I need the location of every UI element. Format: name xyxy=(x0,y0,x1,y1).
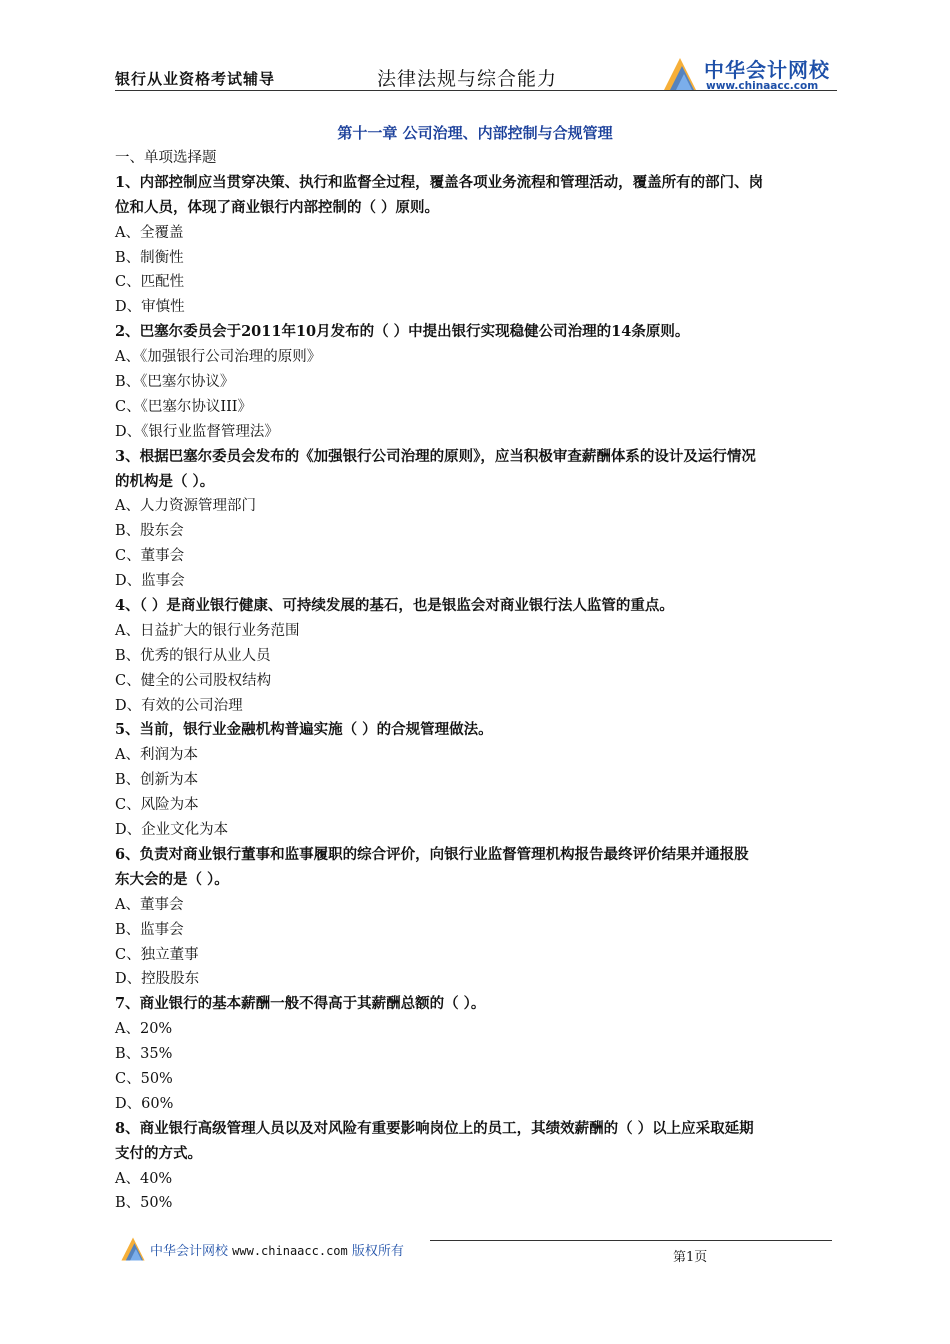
answer-option: A、利润为本 xyxy=(115,747,198,764)
question-text: 3、根据巴塞尔委员会发布的《加强银行公司治理的原则》，应当积极审查薪酬体系的设计及运行情况 xyxy=(115,447,756,465)
answer-option: A、《加强银行公司治理的原则》 xyxy=(115,349,322,366)
footer-brand-line xyxy=(150,1240,404,1259)
answer-option: D、审慎性 xyxy=(115,299,185,316)
chapter-title: 第十一章 公司治理、内部控制与合规管理 xyxy=(337,124,613,142)
logo-url: www.chinaacc.com xyxy=(706,80,819,92)
brand-logo xyxy=(660,52,840,96)
answer-option: C、健全的公司股权结构 xyxy=(115,672,272,689)
answer-option: D、监事会 xyxy=(115,573,185,590)
answer-option: B、监事会 xyxy=(115,921,184,938)
logo-name: 中华会计网校 xyxy=(704,58,830,82)
answer-option: C、《巴塞尔协议III》 xyxy=(115,398,253,415)
answer-option: A、20% xyxy=(115,1021,173,1038)
answer-option: B、股东会 xyxy=(115,523,184,540)
answer-option: C、董事会 xyxy=(115,548,185,565)
answer-option: A、董事会 xyxy=(115,896,184,913)
footer-divider xyxy=(430,1240,832,1241)
page-number: 第1页 xyxy=(673,1250,708,1265)
answer-option: C、匹配性 xyxy=(115,274,185,291)
footer-rights: 版权所有 xyxy=(351,1244,404,1259)
question-text: 4、（ ）是商业银行健康、可持续发展的基石，也是银监会对商业银行法人监管的重点。 xyxy=(115,597,674,615)
answer-option: D、企业文化为本 xyxy=(115,822,229,839)
question-text: 东大会的是（ ）。 xyxy=(115,870,229,888)
answer-option: B、制衡性 xyxy=(115,249,184,266)
answer-option: D、有效的公司治理 xyxy=(115,697,243,714)
answer-option: B、50% xyxy=(115,1195,173,1212)
question-lines xyxy=(115,171,840,1216)
question-text: 5、当前，银行业金融机构普遍实施（ ）的合规管理做法。 xyxy=(115,721,493,739)
answer-option: D、控股股东 xyxy=(115,971,200,988)
answer-option: B、创新为本 xyxy=(115,772,199,789)
header-center-title: 法律法规与综合能力 xyxy=(377,68,558,90)
answer-option: A、日益扩大的银行业务范围 xyxy=(115,622,300,639)
question-list xyxy=(115,146,840,1216)
question-text: 8、商业银行高级管理人员以及对风险有重要影响岗位上的员工，其绩效薪酬的（ ）以上应采取延期 xyxy=(115,1119,754,1137)
question-text: 7、商业银行的基本薪酬一般不得高于其薪酬总额的（ ）。 xyxy=(115,995,486,1013)
answer-option: C、独立董事 xyxy=(115,946,199,963)
answer-option: D、《银行业监督管理法》 xyxy=(115,423,279,440)
answer-option: B、优秀的银行从业人员 xyxy=(115,647,271,664)
question-text: 1、内部控制应当贯穿决策、执行和监督全过程，覆盖各项业务流程和管理活动，覆盖所有的部门、岗 xyxy=(115,173,764,191)
logo-triangle-icon xyxy=(660,56,700,92)
question-text: 位和人员，体现了商业银行内部控制的（ ）原则。 xyxy=(115,198,440,216)
answer-option: C、风险为本 xyxy=(115,797,199,814)
question-text: 的机构是（ ）。 xyxy=(115,472,215,490)
question-text: 支付的方式。 xyxy=(115,1144,202,1162)
answer-option: A、全覆盖 xyxy=(115,224,184,241)
footer-brand: 中华会计网校 xyxy=(150,1244,229,1259)
header-left-title: 银行从业资格考试辅导 xyxy=(115,70,276,88)
question-text: 2、巴塞尔委员会于2011年10月发布的（ ）中提出银行实现稳健公司治理的14条原则。 xyxy=(115,323,690,341)
footer-logo-icon xyxy=(118,1236,148,1262)
section-title: 一、单项选择题 xyxy=(115,150,217,166)
answer-option: A、人力资源管理部门 xyxy=(115,498,256,515)
answer-option: D、60% xyxy=(115,1095,174,1112)
answer-option: A、40% xyxy=(115,1170,173,1187)
question-text: 6、负责对商业银行董事和监事履职的综合评价，向银行业监督管理机构报告最终评价结果并通报股 xyxy=(115,845,749,863)
footer-url: www.chinaacc.com xyxy=(232,1244,348,1258)
answer-option: C、50% xyxy=(115,1070,173,1087)
answer-option: B、《巴塞尔协议》 xyxy=(115,374,235,391)
answer-option: B、35% xyxy=(115,1046,173,1063)
